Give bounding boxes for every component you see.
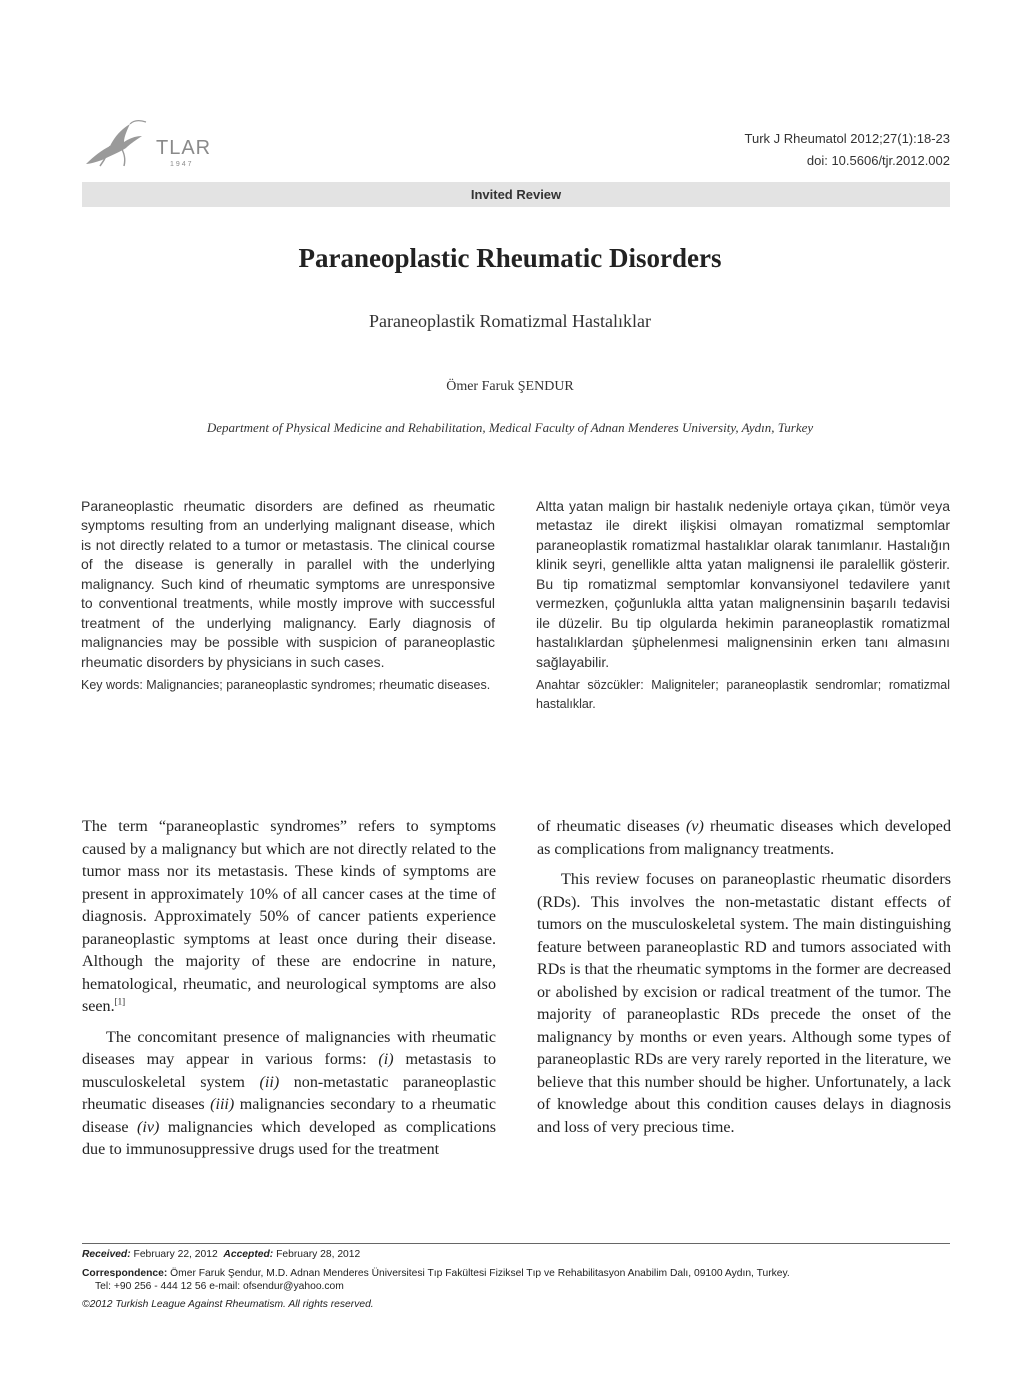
- logo-year: 1947: [170, 161, 194, 168]
- list-marker: (i): [378, 1051, 394, 1068]
- received-label: Received:: [82, 1249, 131, 1260]
- keywords-turkish: Anahtar sözcükler: Maligniteler; paraneoplastik sendromlar; romatizmal hastalıklar.: [536, 678, 950, 712]
- abstract-english-text: Paraneoplastic rheumatic disorders are defined as rheumatic symptoms resulting from an underlying malignant disease, which is not directly related to a tumor or metastasis. The clinical course of the disease is generally in parallel with the underlying malignancy. Such kind of rheumatic symptoms are unresponsive to conventional treatments, while mostly improve with successful treatment of the underlying malignancy. Early diagnosis of malignancies may be possible with suspicion of paraneoplastic rheumatic disorders by physicians in such cases.: [81, 498, 495, 670]
- received-date: February 22, 2012: [133, 1249, 218, 1260]
- accepted-label: Accepted:: [223, 1249, 274, 1260]
- gazelle-logo-icon: [80, 116, 220, 172]
- abstract-turkish-text: Altta yatan malign bir hastalık nedeniyle ortaya çıkan, tümör veya metastaz ile direkt ilişkisi olmayan romatizmal semptomlar paraneoplastik romatizmal hastalıklar olarak tanımlanır. Hastalığın klinik seyri, genellikle altta yatan malignensi ile paralellik gösterir. Bu tip romatizmal semptomlar konvansiyonel tedavilere yanıt vermezken, çoğunlukla altta yatan malignensinin başarılı tedavisi ile düzelir. Bu tip olgularda hekimin paraneoplastik romatizmal hastalıklardan şüphelenmesi malignensinin erken tanı almasını sağlayabilir.: [536, 498, 950, 670]
- list-marker: (ii): [259, 1073, 280, 1091]
- list-marker: (iv): [137, 1118, 160, 1136]
- journal-logo: [80, 116, 220, 172]
- paragraph-text: The concomitant presence of malignancies with rheumatic diseases may appear in various forms:: [82, 1028, 496, 1068]
- article-title: Paraneoplastic Rheumatic Disorders: [298, 243, 722, 273]
- paragraph-text: non-metastatic paraneoplastic rheumatic diseases: [82, 1073, 496, 1113]
- paragraph-text: metastasis to musculoskeletal system: [82, 1051, 496, 1091]
- journal-info: [745, 128, 950, 172]
- paragraph-text: malignancies secondary to a rheumatic disease: [82, 1096, 496, 1136]
- correspondence-line: [82, 1267, 962, 1281]
- affiliation: Department of Physical Medicine and Rehabilitation, Medical Faculty of Adnan Menderes University, Aydın, Turkey: [206, 420, 814, 435]
- correspondence-label: Correspondence:: [82, 1267, 168, 1279]
- paragraph-text: rheumatic diseases which developed as complications from malignancy treatments.: [537, 818, 951, 858]
- footer-divider: [82, 1243, 950, 1244]
- paragraph-text: malignancies which developed as complications due to immunosuppressive drugs used for the treatment: [82, 1118, 496, 1158]
- abstract-turkish: [536, 497, 950, 714]
- logo-text: TLAR: [156, 137, 212, 159]
- keywords-english: Key words: Malignancies; paraneoplastic syndromes; rheumatic diseases.: [81, 678, 491, 693]
- list-marker: (v): [685, 818, 704, 835]
- author: Ömer Faruk ŞENDUR: [446, 379, 574, 394]
- accepted-date: February 28, 2012: [276, 1249, 361, 1260]
- article-footer: [82, 1248, 962, 1311]
- body-column-left: [82, 816, 496, 1162]
- abstract-english: [81, 497, 495, 695]
- contact-line[interactable]: Tel: +90 256 - 444 12 56 e-mail: ofsendur@yahoo.com: [95, 1281, 344, 1292]
- body-paragraph-2-continued: [537, 816, 951, 861]
- paragraph-text: of rheumatic diseases: [537, 818, 686, 835]
- body-paragraph-3: This review focuses on paraneoplastic rheumatic disorders (RDs). This involves the non-metastatic distant effects of tumors on the musculoskeletal system. The main distinguishing feature between paraneoplastic RD and tumors associated with RDs is that the rheumatic symptoms in the former are decreased or abolished by excision or radical treatment of the tumor. The majority of paraneoplastic RDs precede the onset of the malignancy by months or even years. Although some types of paraneoplastic RDs are very rarely reported in the literature, we believe that this number should be higher. Unfortunately, a lack of knowledge about this condition causes delays in diagnosis and loss of very precious time.: [537, 871, 951, 1136]
- article-subtitle: Paraneoplastik Romatizmal Hastalıklar: [369, 311, 651, 331]
- copyright: ©2012 Turkish League Against Rheumatism. All rights reserved.: [82, 1298, 374, 1310]
- correspondence-text: Ömer Faruk Şendur, M.D. Adnan Menderes Üniversitesi Tıp Fakültesi Fiziksel Tıp ve Rehabilitasyon Anabilim Dalı, 09100 Aydın, Turkey.: [170, 1267, 790, 1279]
- paragraph-text: The term “paraneoplastic syndromes” refers to symptoms caused by a malignancy but which are not directly related to the tumor mass nor its metastasis. These kinds of symptoms are present in approximately 10% of all cancer cases at the time of diagnosis. Approximately 50% of cancer patients experience paraneoplastic symptoms at least once during their disease. Although the majority of these are endocrine in nature, hematological, rheumatic, and neurological symptoms are also seen.: [82, 818, 496, 1015]
- body-paragraph-1: [82, 816, 496, 1019]
- article-type-banner: Invited Review: [82, 182, 950, 207]
- body-column-right: [537, 816, 951, 1139]
- list-marker: (iii): [210, 1096, 235, 1113]
- journal-citation: Turk J Rheumatol 2012;27(1):18-23: [744, 131, 950, 146]
- body-paragraph-2: [82, 1027, 496, 1162]
- dates-line: [82, 1248, 962, 1262]
- doi[interactable]: doi: 10.5606/tjr.2012.002: [806, 153, 950, 168]
- citation-ref[interactable]: [1]: [114, 996, 126, 1007]
